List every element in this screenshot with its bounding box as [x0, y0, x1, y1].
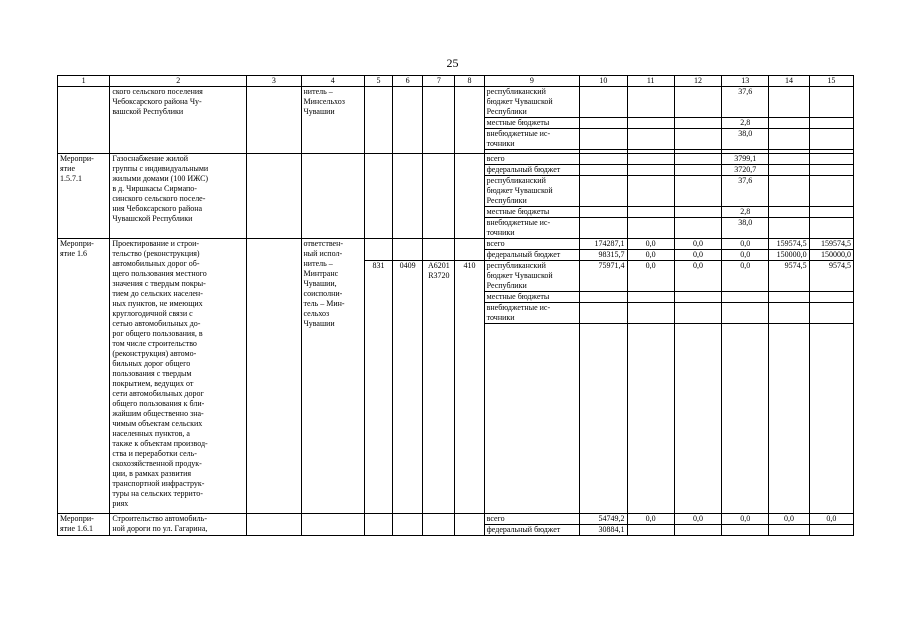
value-cell [580, 87, 627, 118]
column-number: 14 [769, 76, 809, 87]
value-cell: 98315,7 [580, 250, 627, 261]
funding-source: внебюджетные ис- точники [484, 303, 580, 324]
value-cell [627, 87, 674, 118]
value-cell: 0,0 [674, 514, 721, 525]
table-row [58, 514, 854, 525]
value-cell: 0,0 [627, 250, 674, 261]
header-row [58, 76, 854, 87]
funding-source: республиканский бюджет Чувашской Республики [484, 176, 580, 207]
value-cell: 0,0 [627, 514, 674, 525]
executor-cell: нитель – Минсельхоз Чувашии [301, 87, 364, 154]
code-section: 0409 [393, 261, 423, 514]
value-cell: 2,8 [722, 207, 769, 218]
value-cell: 3720,7 [722, 165, 769, 176]
column-number: 4 [301, 76, 364, 87]
code-target: А6201 R3720 [423, 261, 455, 514]
value-cell: 0,0 [674, 239, 721, 250]
page-number: 25 [446, 56, 459, 70]
funding-source: местные бюджеты [484, 118, 580, 129]
funding-source: республиканский бюджет Чувашской Республики [484, 87, 580, 118]
value-cell: 159574,5 [809, 239, 853, 250]
value-cell: 37,6 [722, 176, 769, 207]
value-cell: 37,6 [722, 87, 769, 118]
value-cell: 30884,1 [580, 525, 627, 536]
table-row [58, 87, 854, 118]
measure-code-cell: Меропри- ятие 1.5.7.1 [58, 154, 110, 239]
column-number: 11 [627, 76, 674, 87]
value-cell: 0,0 [722, 239, 769, 250]
value-cell: 159574,5 [769, 239, 809, 250]
column-number: 15 [809, 76, 853, 87]
column-number: 3 [247, 76, 301, 87]
value-cell: 150000,0 [769, 250, 809, 261]
column-number: 10 [580, 76, 627, 87]
value-cell: 0,0 [722, 250, 769, 261]
measure-name-cell: Строительство автомобиль- ной дороги по ул. Гагарина, [110, 514, 247, 536]
table-row [58, 239, 854, 250]
value-cell: 2,8 [722, 118, 769, 129]
column-number: 6 [393, 76, 423, 87]
value-cell: 9574,5 [769, 261, 809, 292]
value-cell: 150000,0 [809, 250, 853, 261]
value-cell: 9574,5 [809, 261, 853, 292]
funding-source: федеральный бюджет [484, 525, 580, 536]
funding-source: республиканский бюджет Чувашской Республики [484, 261, 580, 292]
value-cell: 0,0 [627, 239, 674, 250]
value-cell: 54749,2 [580, 514, 627, 525]
column-number: 13 [722, 76, 769, 87]
funding-source: всего [484, 514, 580, 525]
code-expense-type: 410 [455, 261, 484, 514]
value-cell: 174287,1 [580, 239, 627, 250]
program-table [57, 75, 854, 536]
value-cell [674, 87, 721, 118]
measure-name-cell: Газоснабжение жилой группы с индивидуальными жилыми домами (100 ИЖС) в д. Чиршкасы Сирмапо- синского сельского поселе- ния Чебоксарского района Чувашской Республики [110, 154, 247, 239]
column-number: 1 [58, 76, 110, 87]
funding-source: федеральный бюджет [484, 165, 580, 176]
funding-source: местные бюджеты [484, 207, 580, 218]
value-cell: 0,0 [722, 514, 769, 525]
funding-source: местные бюджеты [484, 292, 580, 303]
table-row [58, 154, 854, 165]
measure-code-cell: Меропри- ятие 1.6.1 [58, 514, 110, 536]
funding-source: внебюджетные ис- точники [484, 218, 580, 239]
value-cell [769, 87, 809, 118]
value-cell: 38,0 [722, 129, 769, 150]
column-number: 5 [364, 76, 392, 87]
column-number: 8 [455, 76, 484, 87]
value-cell [809, 87, 853, 118]
value-cell: 3799,1 [722, 154, 769, 165]
value-cell: 0,0 [674, 250, 721, 261]
value-cell: 0,0 [809, 514, 853, 525]
empty-cell [247, 87, 301, 154]
value-cell: 38,0 [722, 218, 769, 239]
column-number: 12 [674, 76, 721, 87]
column-number: 2 [110, 76, 247, 87]
measure-code-cell: Меропри- ятие 1.6 [58, 239, 110, 514]
value-cell: 0,0 [722, 261, 769, 292]
value-cell: 0,0 [627, 261, 674, 292]
code-ministry: 831 [364, 261, 392, 514]
funding-source: федеральный бюджет [484, 250, 580, 261]
value-cell: 75971,4 [580, 261, 627, 292]
measure-code-cell [58, 87, 110, 154]
funding-source: всего [484, 154, 580, 165]
executor-cell: ответствен- ный испол- нитель – Минтранс Чувашии, соисполни- тель – Мин- сельхоз Чувашии [301, 239, 364, 514]
value-cell: 0,0 [769, 514, 809, 525]
measure-name-cell: Проектирование и строи- тельство (реконструкция) автомобильных дорог об- щего пользования местного значения с твердым покры- тием до сельских населен- ных пунктов, не имеющих круглогодичной связи с сетью автомобильных до- рог общего пользования, в том числе строительство (реконструкция) автомо- бильных дорог общего пользования с твердым покрытием, ведущих от сети автомобильных дорог общего пользования к бли- жайшим общественно зна- чимым объектам сельских населенных пунктов, а также к объектам производ- ства и переработки сель- скохозяйственной продук- ции, в рамках развития транспортной инфраструк- туры на сельских террито- риях [110, 239, 247, 514]
measure-name-cell: ского сельского поселения Чебоксарского района Чу- вашской Республики [110, 87, 247, 154]
funding-source: всего [484, 239, 580, 250]
value-cell: 0,0 [674, 261, 721, 292]
column-number: 9 [484, 76, 580, 87]
funding-source: внебюджетные ис- точники [484, 129, 580, 150]
column-number: 7 [423, 76, 455, 87]
